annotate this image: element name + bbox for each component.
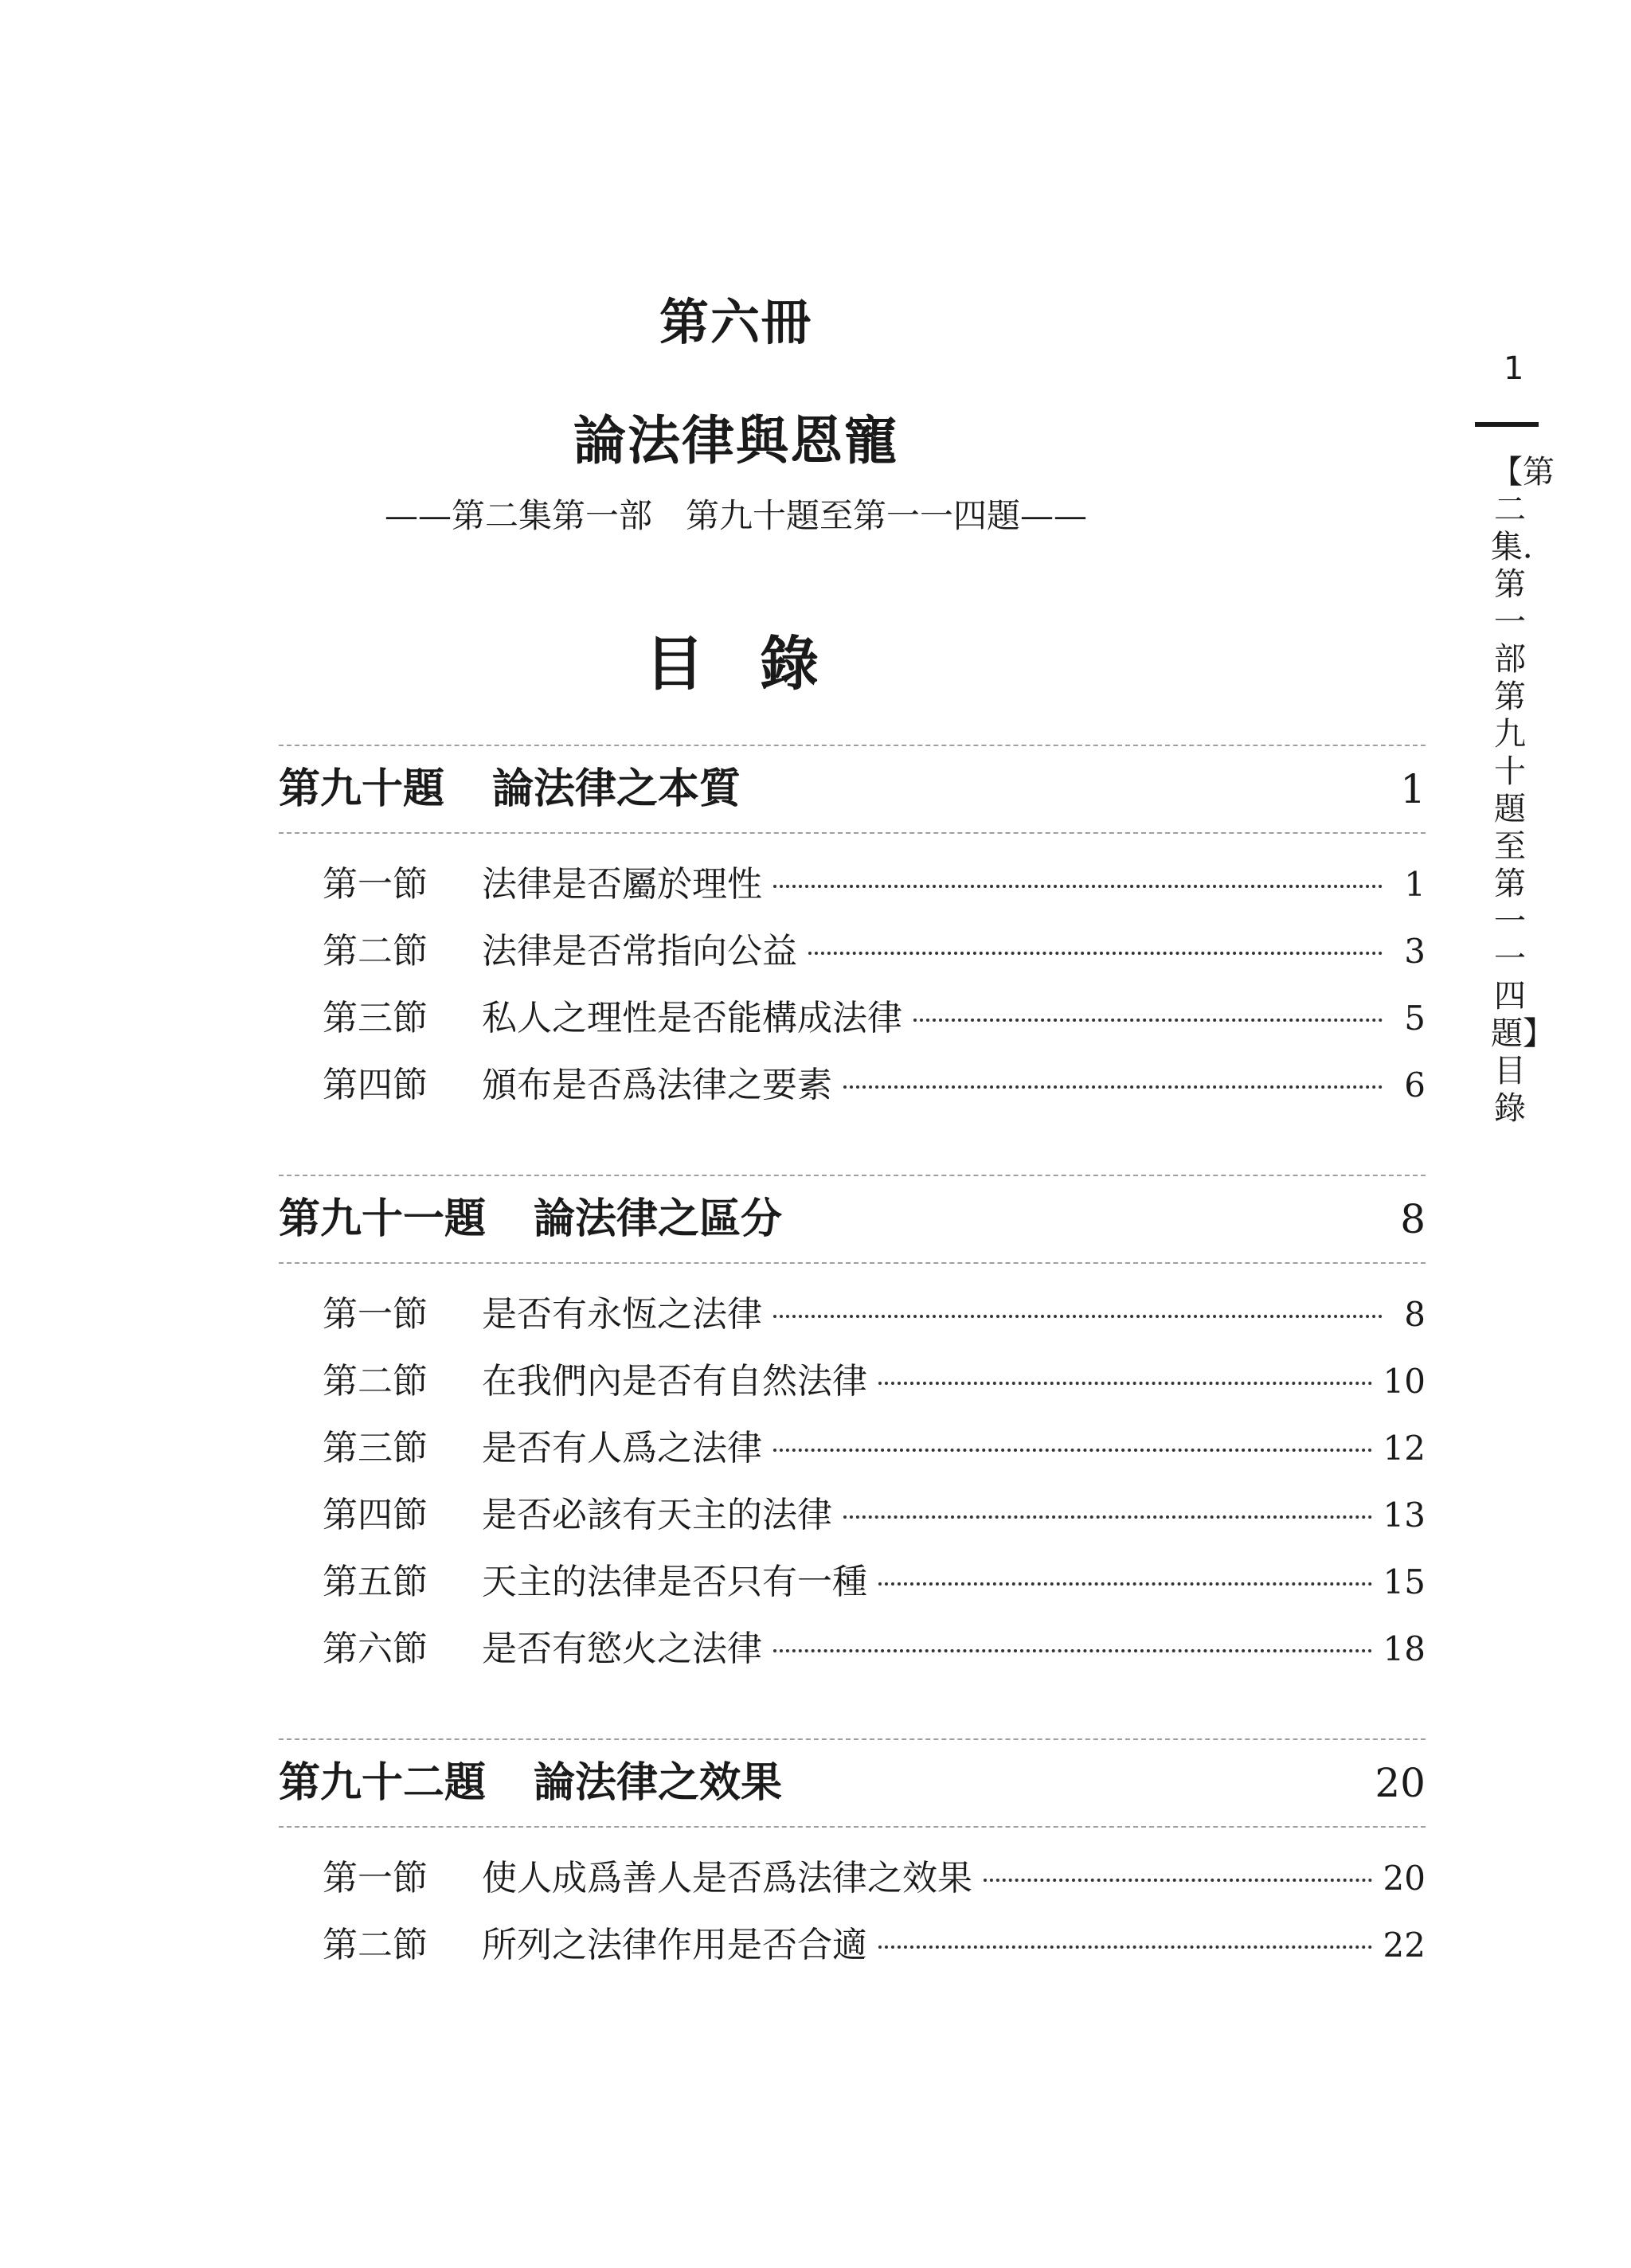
question-title: 論法律之本質	[492, 764, 741, 813]
question-number: 第九十一題	[279, 1195, 487, 1243]
section-title: 法律是否常指向公益	[482, 931, 797, 972]
section-page: 12	[1383, 1429, 1426, 1468]
leader-dots	[913, 1019, 1383, 1022]
toc-section[interactable]	[279, 1549, 1426, 1616]
section-number: 第四節	[323, 1065, 428, 1105]
toc-section[interactable]	[279, 851, 1426, 918]
question-title: 論法律之區分	[534, 1195, 783, 1243]
question-page: 1	[1400, 766, 1426, 812]
toc-question-heading[interactable]	[279, 1194, 1426, 1245]
section-page: 1	[1404, 865, 1426, 904]
running-head: 【第二集．第一部 第九十題至第一一四題】目錄	[1491, 454, 1558, 1127]
leader-dots	[773, 1315, 1383, 1318]
toc-section[interactable]	[279, 1281, 1426, 1348]
section-title: 是否有人爲之法律	[482, 1428, 762, 1468]
toc-question-heading[interactable]	[279, 1758, 1426, 1809]
book-title: 論法律與恩寵	[573, 410, 898, 471]
section-number: 第四節	[323, 1495, 428, 1535]
divider	[279, 745, 1426, 746]
leader-dots	[773, 885, 1383, 888]
toc-section[interactable]	[279, 1482, 1426, 1549]
section-title: 是否必該有天主的法律	[482, 1495, 832, 1535]
section-page: 15	[1383, 1562, 1426, 1601]
section-number: 第六節	[323, 1629, 428, 1669]
question-title: 論法律之效果	[534, 1758, 783, 1807]
question-page: 20	[1375, 1760, 1426, 1806]
section-number: 第二節	[323, 1925, 428, 1965]
volume-heading: 第六冊	[659, 293, 812, 351]
section-number: 第一節	[323, 864, 428, 905]
section-number: 第三節	[323, 1428, 428, 1468]
section-title: 所列之法律作用是否合適	[482, 1925, 867, 1965]
section-page: 22	[1383, 1926, 1426, 1965]
section-number: 第五節	[323, 1562, 428, 1602]
book-subtitle: ——第二集第一部 第九十題至第一一四題——	[384, 496, 1087, 535]
section-title: 頒布是否爲法律之要素	[482, 1065, 832, 1105]
section-title: 在我們內是否有自然法律	[482, 1361, 867, 1402]
section-title: 天主的法律是否只有一種	[482, 1562, 867, 1602]
toc-section[interactable]	[279, 1912, 1426, 1979]
toc-section[interactable]	[279, 985, 1426, 1052]
toc-section[interactable]	[279, 918, 1426, 985]
divider	[279, 1262, 1426, 1264]
leader-dots	[878, 1382, 1372, 1385]
section-title: 是否有永恆之法律	[482, 1294, 762, 1335]
toc-section[interactable]	[279, 1348, 1426, 1415]
toc-section[interactable]	[279, 1052, 1426, 1119]
section-page: 3	[1404, 932, 1426, 971]
leader-dots	[808, 952, 1383, 955]
section-number: 第三節	[323, 998, 428, 1038]
section-number: 第一節	[323, 1294, 428, 1335]
toc-question	[279, 1738, 1426, 1979]
section-page: 13	[1383, 1496, 1426, 1535]
leader-dots	[843, 1515, 1372, 1519]
page-number: 1	[1504, 350, 1524, 387]
margin-rule	[1475, 422, 1539, 427]
section-page: 5	[1404, 999, 1426, 1038]
section-number: 第二節	[323, 1361, 428, 1402]
section-title: 是否有慾火之法律	[482, 1629, 762, 1669]
toc-question	[279, 1175, 1426, 1683]
divider	[279, 832, 1426, 834]
divider	[279, 1826, 1426, 1828]
leader-dots	[843, 1085, 1383, 1089]
toc-section[interactable]	[279, 1845, 1426, 1912]
section-page: 6	[1404, 1066, 1426, 1105]
section-title: 法律是否屬於理性	[482, 864, 762, 905]
toc-question-heading[interactable]	[279, 764, 1426, 815]
leader-dots	[773, 1649, 1372, 1652]
divider	[279, 1738, 1426, 1740]
section-title: 私人之理性是否能構成法律	[482, 998, 902, 1038]
section-page: 20	[1383, 1859, 1426, 1898]
contents-heading: 目錄	[645, 630, 874, 698]
divider	[279, 1175, 1426, 1176]
table-of-contents	[279, 745, 1426, 1979]
toc-section[interactable]	[279, 1415, 1426, 1482]
toc-section[interactable]	[279, 1616, 1426, 1683]
question-number: 第九十二題	[279, 1758, 487, 1807]
section-number: 第二節	[323, 931, 428, 972]
leader-dots	[984, 1879, 1372, 1882]
section-title: 使人成爲善人是否爲法律之效果	[482, 1858, 972, 1898]
question-number: 第九十題	[279, 764, 445, 813]
toc-question	[279, 745, 1426, 1119]
leader-dots	[878, 1582, 1372, 1586]
section-number: 第一節	[323, 1858, 428, 1898]
section-page: 8	[1404, 1295, 1426, 1334]
leader-dots	[773, 1449, 1372, 1452]
leader-dots	[878, 1945, 1372, 1949]
section-page: 10	[1383, 1362, 1426, 1401]
section-page: 18	[1383, 1629, 1426, 1668]
question-page: 8	[1400, 1196, 1426, 1242]
